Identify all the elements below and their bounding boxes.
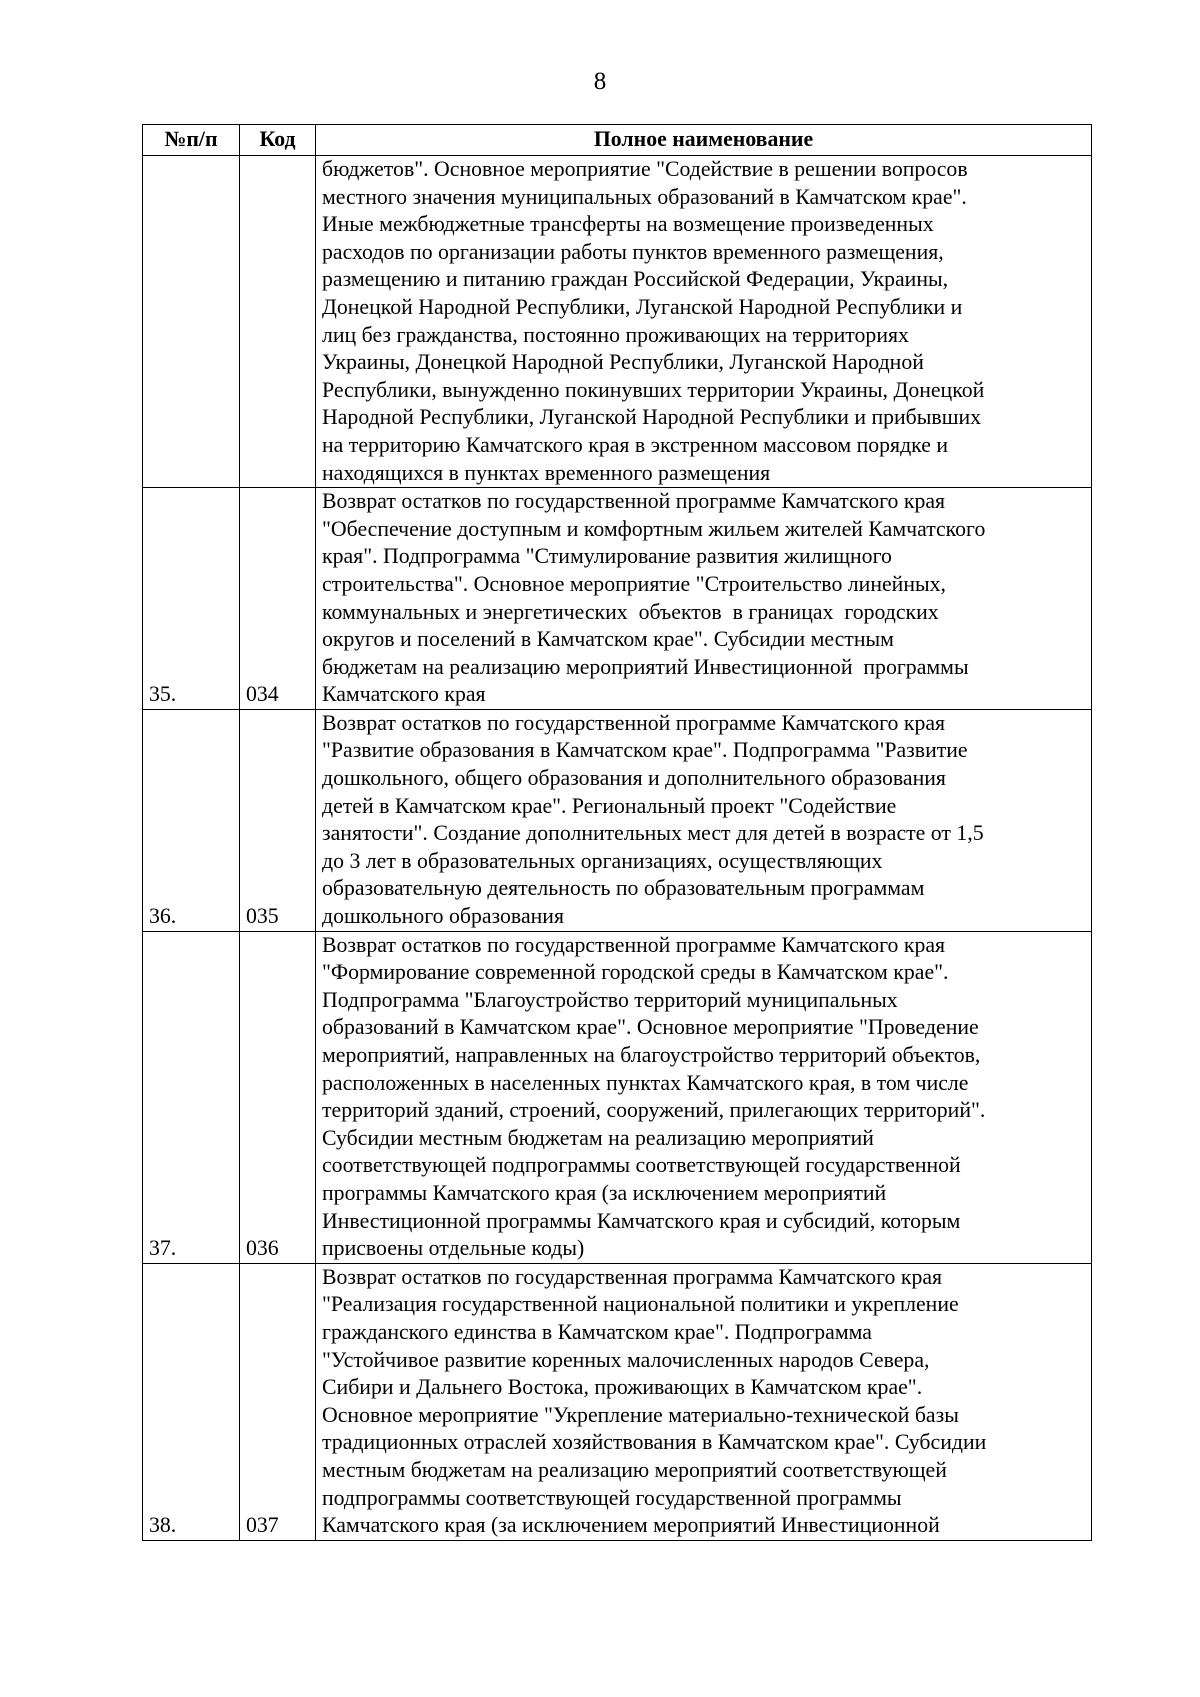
name-line: размещению и питанию граждан Российской Федерации, Украины,: [322, 267, 949, 292]
table-header-row: [143, 125, 1092, 156]
table-row: [143, 1263, 1092, 1540]
row-code: 035: [240, 709, 316, 931]
row-name: [316, 1263, 1092, 1540]
name-line: дошкольного, общего образования и дополнительного образования: [322, 766, 946, 791]
name-line: "Реализация государственной национальной политики и укрепление: [322, 1292, 959, 1317]
name-line: Народной Республики, Луганской Народной Республики и прибывших: [322, 405, 982, 430]
name-line: "Обеспечение доступным и комфортным жильем жителей Камчатского: [322, 516, 986, 541]
name-line: программы Камчатского края (за исключением мероприятий: [322, 1180, 887, 1205]
name-line: территорий зданий, строений, сооружений, прилегающих территорий".: [322, 1098, 986, 1123]
name-line: детей в Камчатском крае". Региональный проект "Содействие: [322, 793, 897, 818]
header-name: Полное наименование: [316, 125, 1092, 156]
header-num: №п/п: [143, 125, 240, 156]
name-line: "Развитие образования в Камчатском крае". Подпрограмма "Развитие: [322, 738, 968, 763]
name-line: Возврат остатков по государственной программе Камчатского края: [322, 710, 946, 735]
name-line: на территорию Камчатского края в экстренном массовом порядке и: [322, 432, 948, 457]
row-name: [316, 156, 1092, 488]
name-line: Возврат остатков по государственной программе Камчатского края: [322, 932, 946, 957]
table-row: [143, 488, 1092, 710]
name-line: Украины, Донецкой Народной Республики, Луганской Народной: [322, 350, 924, 375]
row-code: 037: [240, 1263, 316, 1540]
table-row: [143, 931, 1092, 1263]
name-line: присвоены отдельные коды): [322, 1236, 585, 1261]
name-line: местного значения муниципальных образований в Камчатском крае".: [322, 184, 967, 209]
name-line: Камчатского края: [322, 682, 486, 707]
header-code: Код: [240, 125, 316, 156]
name-line: находящихся в пунктах временного размещения: [322, 460, 771, 485]
name-line: Республики, вынужденно покинувших территории Украины, Донецкой: [322, 377, 985, 402]
table-row: [143, 156, 1092, 488]
row-name: [316, 931, 1092, 1263]
page-number: 8: [593, 68, 607, 95]
row-num: 36.: [143, 709, 240, 931]
name-line: гражданского единства в Камчатском крае". Подпрограмма: [322, 1319, 872, 1344]
row-name: [316, 709, 1092, 931]
name-line: традиционных отраслей хозяйствования в Камчатском крае". Субсидии: [322, 1430, 987, 1455]
name-line: мероприятий, направленных на благоустройство территорий объектов,: [322, 1043, 981, 1067]
name-line: занятости". Создание дополнительных мест для детей в возрасте от 1,5: [322, 821, 984, 846]
name-line: Возврат остатков по государственной программе Камчатского края: [322, 489, 946, 514]
name-line: образований в Камчатском крае". Основное мероприятие "Проведение: [322, 1015, 979, 1040]
name-line: строительства". Основное мероприятие "Строительство линейных,: [322, 571, 946, 596]
name-line: Возврат остатков по государственная программа Камчатского края: [322, 1264, 943, 1289]
name-line: края". Подпрограмма "Стимулирование развития жилищного: [322, 544, 892, 569]
name-line: Камчатского края (за исключением мероприятий Инвестиционной: [322, 1513, 940, 1538]
name-line: Субсидии местным бюджетам на реализацию мероприятий: [322, 1125, 874, 1150]
name-line: образовательную деятельность по образовательным программам: [322, 876, 925, 901]
row-code: 036: [240, 931, 316, 1263]
row-name: [316, 488, 1092, 710]
row-code: 034: [240, 488, 316, 710]
name-line: Основное мероприятие "Укрепление материально-технической базы: [322, 1402, 959, 1427]
name-line: Сибири и Дальнего Востока, проживающих в Камчатском крае".: [322, 1375, 923, 1400]
row-num: 35.: [143, 488, 240, 710]
name-line: до 3 лет в образовательных организациях, осуществляющих: [322, 848, 883, 873]
name-line: бюджетам на реализацию мероприятий Инвестиционной программы: [322, 654, 969, 679]
name-line: бюджетов". Основное мероприятие "Содействие в решении вопросов: [322, 157, 968, 181]
row-num: 38.: [143, 1263, 240, 1540]
name-line: Иные межбюджетные трансферты на возмещение произведенных: [322, 212, 934, 237]
name-line: расположенных в населенных пунктах Камчатского края, в том числе: [322, 1070, 969, 1095]
name-line: подпрограммы соответствующей государственной программы: [322, 1485, 902, 1510]
name-line: Подпрограмма "Благоустройство территорий муниципальных: [322, 987, 898, 1012]
name-line: "Формирование современной городской среды в Камчатском крае".: [322, 960, 949, 985]
name-line: местным бюджетам на реализацию мероприятий соответствующей: [322, 1457, 947, 1482]
row-num: 37.: [143, 931, 240, 1263]
name-line: Донецкой Народной Республики, Луганской Народной Республики и: [322, 294, 963, 319]
table-row: [143, 709, 1092, 931]
name-line: "Устойчивое развитие коренных малочисленных народов Севера,: [322, 1347, 930, 1372]
name-line: Инвестиционной программы Камчатского края и субсидий, которым: [322, 1208, 961, 1233]
name-line: соответствующей подпрограммы соответствующей государственной: [322, 1153, 961, 1178]
row-num: [143, 156, 240, 488]
name-line: коммунальных и энергетических объектов в границах городских: [322, 599, 939, 624]
row-code: [240, 156, 316, 488]
budget-codes-table: [142, 124, 1092, 1541]
name-line: лиц без гражданства, постоянно проживающих на территориях: [322, 322, 909, 347]
name-line: расходов по организации работы пунктов временного размещения,: [322, 239, 944, 264]
name-line: дошкольного образования: [322, 904, 564, 929]
name-line: округов и поселений в Камчатском крае". Субсидии местным: [322, 627, 894, 652]
